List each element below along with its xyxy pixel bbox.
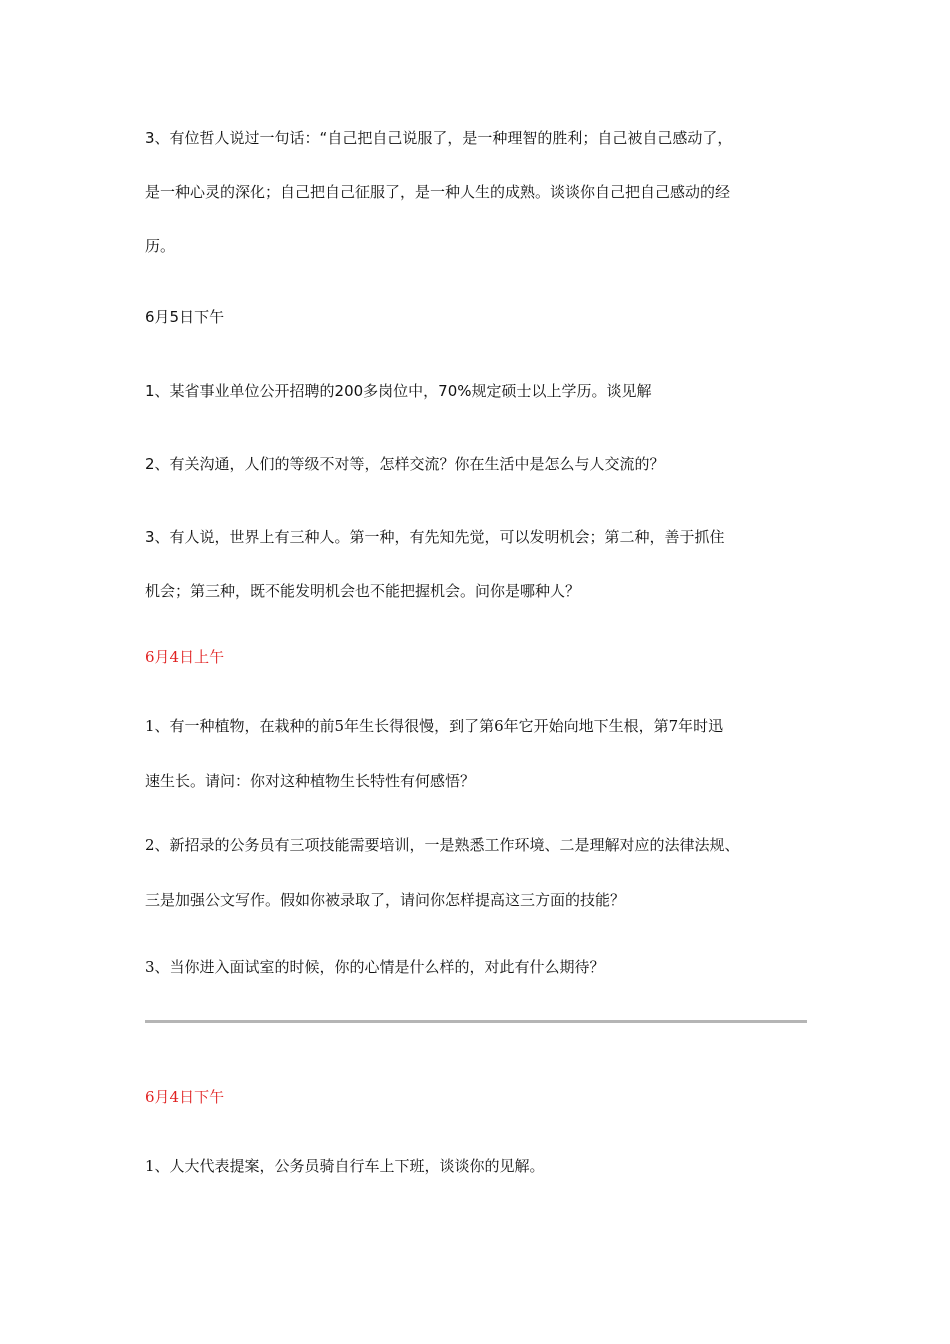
section-heading-jun4-am: 6月4日上午 <box>145 648 225 666</box>
question-jun4pm-q1: 1、人大代表提案，公务员骑自行车上下班，谈谈你的见解。 <box>145 1157 545 1175</box>
question-jun4am-q3: 3、当你进入面试室的时候，你的心情是什么样的，对此有什么期待？ <box>145 958 605 976</box>
question-jun5-q3-line1: 3、有人说，世界上有三种人。第一种，有先知先觉，可以发明机会；第二种，善于抓住 <box>145 528 725 546</box>
question-jun4am-q1-line1: 1、有一种植物，在栽种的前5年生长得很慢，到了第6年它开始向地下生根，第7年时迅 <box>145 717 724 735</box>
question-jun5-q1: 1、某省事业单位公开招聘的200多岗位中，70%规定硕士以上学历。谈见解 <box>145 382 652 400</box>
paragraph-q3-line2: 是一种心灵的深化；自己把自己征服了，是一种人生的成熟。谈谈你自己把自己感动的经 <box>145 183 731 201</box>
question-jun4am-q2-line2: 三是加强公文写作。假如你被录取了，请问你怎样提高这三方面的技能？ <box>145 891 626 909</box>
section-heading-jun4-pm: 6月4日下午 <box>145 1088 225 1106</box>
paragraph-q3-line1: 3、有位哲人说过一句话：“自己把自己说服了，是一种理智的胜利；自己被自己感动了， <box>145 129 733 147</box>
question-jun4am-q1-line2: 速生长。请问：你对这种植物生长特性有何感悟？ <box>145 772 476 790</box>
section-heading-jun5-pm: 6月5日下午 <box>145 308 225 326</box>
horizontal-divider <box>145 1020 807 1023</box>
paragraph-q3-line3: 历。 <box>145 237 176 255</box>
question-jun5-q2: 2、有关沟通，人们的等级不对等，怎样交流？你在生活中是怎么与人交流的？ <box>145 455 665 473</box>
question-jun5-q3-line2: 机会；第三种，既不能发明机会也不能把握机会。问你是哪种人？ <box>145 582 581 600</box>
question-jun4am-q2-line1: 2、新招录的公务员有三项技能需要培训，一是熟悉工作环境、二是理解对应的法律法规、 <box>145 836 740 854</box>
